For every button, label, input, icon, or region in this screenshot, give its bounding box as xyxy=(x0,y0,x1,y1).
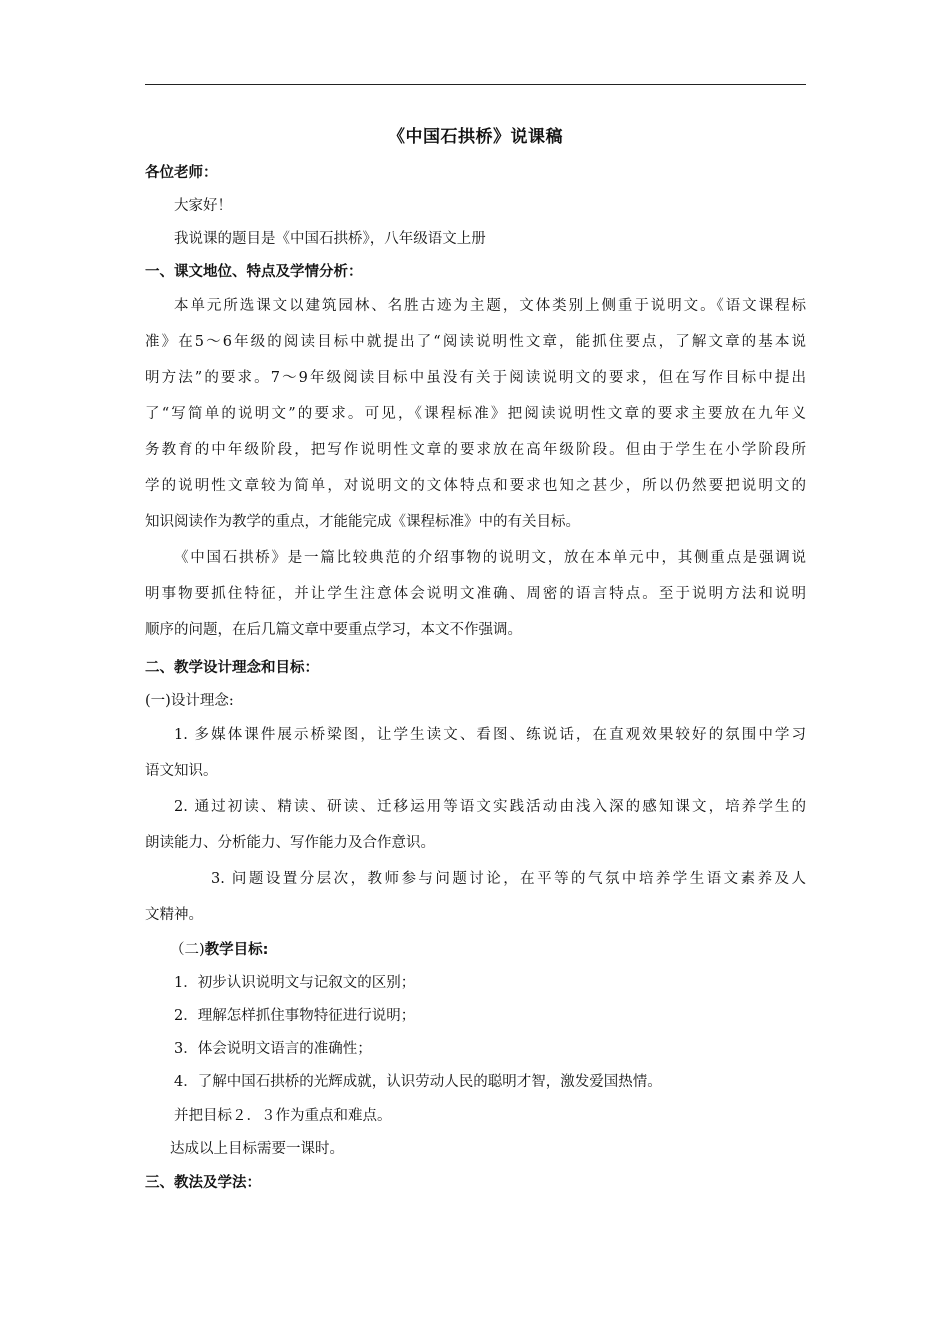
paragraph-line: 学的说明性文章较为简单，对说明文的文体特点和要求也知之甚少，所以仍然要把说明文的 xyxy=(145,478,806,494)
paragraph-line: 《中国石拱桥》是一篇比较典范的介绍事物的说明文，放在本单元中，其侧重点是强调说 xyxy=(174,550,806,566)
header-rule xyxy=(145,84,806,85)
subheading-prefix: （二) xyxy=(170,942,205,958)
duration-note: 达成以上目标需要一课时。 xyxy=(170,1141,344,1157)
section2-heading: 二、教学设计理念和目标： xyxy=(145,660,319,676)
goal-item: 2．理解怎样抓住事物特征进行说明； xyxy=(174,1008,416,1024)
paragraph-line: 顺序的问题，在后几篇文章中要重点学习，本文不作强调。 xyxy=(145,622,522,638)
paragraph-line: 准》在5～6年级的阅读目标中就提出了“阅读说明性文章，能抓住要点，了解文章的基本说 xyxy=(145,334,806,350)
item-line: 2. 通过初读、精读、研读、迁移运用等语文实践活动由浅入深的感知课文，培养学生的 xyxy=(174,799,806,815)
paragraph-line: 本单元所选课文以建筑园林、名胜古迹为主题，文体类别上侧重于说明文。《语文课程标 xyxy=(174,298,806,314)
goal-item: 1．初步认识说明文与记叙文的区别； xyxy=(174,975,416,991)
teaching-goals-subheading xyxy=(170,940,831,960)
section1-heading: 一、课文地位、特点及学情分析： xyxy=(145,264,363,280)
paragraph-line: 明事物要抓住特征，并让学生注意体会说明文准确、周密的语言特点。至于说明方法和说明 xyxy=(145,586,806,602)
key-points-note: 并把目标２．３作为重点和难点。 xyxy=(174,1108,392,1124)
salutation: 各位老师： xyxy=(145,165,218,181)
section3-heading: 三、教法及学法： xyxy=(145,1175,261,1191)
item-line: 1. 多媒体课件展示桥梁图，让学生读文、看图、练说话，在直观效果较好的氛围中学习 xyxy=(174,727,806,743)
goal-item: 3．体会说明文语言的准确性； xyxy=(174,1041,372,1057)
goal-item: 4．了解中国石拱桥的光辉成就，认识劳动人民的聪明才智，激发爱国热情。 xyxy=(174,1074,662,1090)
paragraph-line: 务教育的中年级阶段，把写作说明性文章的要求放在高年级阶段。但由于学生在小学阶段所 xyxy=(145,442,806,458)
design-concept-subheading: (一)设计理念: xyxy=(145,693,234,709)
item-line: 文精神。 xyxy=(145,907,203,923)
intro-line: 我说课的题目是《中国石拱桥》，八年级语文上册 xyxy=(174,231,486,247)
greeting: 大家好！ xyxy=(174,198,232,214)
page-title: 《中国石拱桥》说课稿 xyxy=(388,127,563,147)
subheading-label: 教学目标: xyxy=(204,942,269,958)
item-line: 朗读能力、分析能力、写作能力及合作意识。 xyxy=(145,835,435,851)
paragraph-line: 知识阅读作为教学的重点，才能能完成《课程标准》中的有关目标。 xyxy=(145,514,580,530)
item-line: 语文知识。 xyxy=(145,763,218,779)
item-line: 3. 问题设置分层次，教师参与问题讨论，在平等的气氛中培养学生语文素养及人 xyxy=(211,871,806,887)
paragraph-line: 了“写简单的说明文”的要求。可见，《课程标准》把阅读说明性文章的要求主要放在九年义 xyxy=(145,406,806,422)
paragraph-line: 明方法”的要求。7～9年级阅读目标中虽没有关于阅读说明文的要求，但在写作目标中提出 xyxy=(145,370,806,386)
